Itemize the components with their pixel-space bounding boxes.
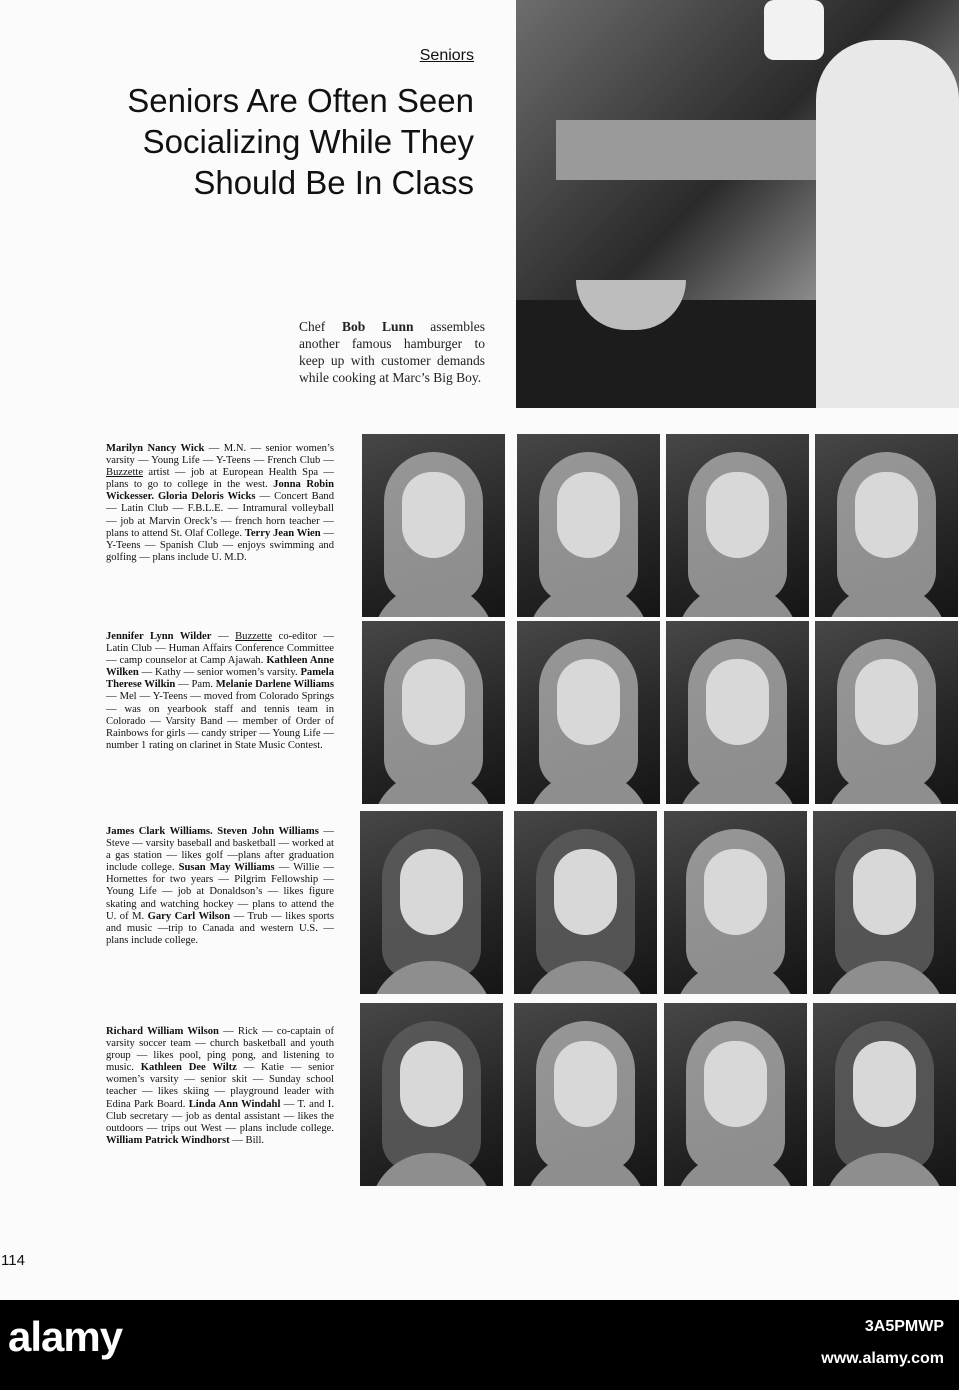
bio-publication: Buzzette: [106, 467, 144, 479]
brand-logo: alamy: [8, 1313, 123, 1360]
bio-text: — Steve — varsity baseball and basketball — worked at a gas station — likes golf —plans after graduation include college.: [106, 826, 334, 874]
portrait-r2-c2: [517, 621, 660, 804]
portrait-r3-c2: [514, 811, 657, 994]
bio-text: — Concert Band — Latin Club — F.B.L.E. — Intramural volleyball — job at Marvin Oreck’s — french horn teacher — plans to attend St. Olaf College.: [106, 491, 334, 539]
bio-paragraph-4: [106, 1026, 334, 1147]
chef-figure-shape: [816, 40, 959, 408]
portrait-r4-c2: [514, 1003, 657, 1186]
bio-text: co-editor — Latin Club — Human Affairs Conference Committee — camp counselor at Camp Ajawah.: [106, 631, 334, 667]
headline-line-1: Seniors Are Often Seen: [127, 82, 474, 119]
bio-text: — Willie — Hornettes for two years — Pilgrim Fellowship — Young Life — job at Donaldson’s — likes figure skating and watching hockey — plans to attend the U. of M.: [106, 862, 334, 922]
bio-name: Jennifer Lynn Wilder: [106, 631, 212, 642]
watermark-footer: [0, 1300, 959, 1390]
bio-paragraph-1: [106, 443, 334, 564]
bio-name: Marilyn Nancy Wick: [106, 443, 205, 454]
caption-prefix: Chef: [299, 319, 342, 334]
bio-name: Linda Ann Windahl: [188, 1098, 281, 1110]
portrait-r4-c1: [360, 1003, 503, 1186]
headline-line-3: Should Be In Class: [193, 164, 474, 201]
portrait-r2-c4: [815, 621, 958, 804]
bio-paragraph-2: [106, 631, 334, 752]
portrait-r1-c1: [362, 434, 505, 617]
photo-caption: [299, 318, 485, 386]
bio-text: — Mel — Y-Teens — moved from Colorado Springs — was on yearbook staff and tennis team in Colorado — Varsity Band — member of Order of Rainbows for girls — candy striper — Young Life — number 1 rating on clarinet in State Music Contest.: [106, 691, 334, 751]
chef-hat-shape: [764, 0, 824, 60]
portrait-r1-c4: [815, 434, 958, 617]
bio-name: Gary Carl Wilson: [147, 910, 231, 922]
bio-text: — Bill.: [229, 1134, 265, 1146]
bio-name: Kathleen Dee Wiltz: [140, 1062, 237, 1074]
bio-name: Pamela Therese Wilkin: [106, 667, 334, 691]
portrait-r3-c4: [813, 811, 956, 994]
bio-name: Susan May Williams: [178, 862, 275, 874]
bio-name: William Patrick Windhorst: [106, 1134, 230, 1146]
bio-text: — Trub — likes sports and music —trip to Canada and western U.S. — plans include college.: [106, 910, 334, 946]
portrait-r1-c2: [517, 434, 660, 617]
page-headline: [40, 80, 474, 203]
portrait-r2-c3: [666, 621, 809, 804]
portrait-r4-c3: [664, 1003, 807, 1186]
bio-text: — Y-Teens — Spanish Club — enjoys swimming and golfing — plans include U. M.D.: [106, 527, 334, 563]
bio-text: artist — job at European Health Spa — plans to go to college in the west.: [106, 467, 334, 491]
bio-text: — Katie — senior women’s varsity — senior skit — Sunday school teacher — likes skiing — playground leader with Edina Park Board.: [106, 1062, 334, 1110]
portrait-r3-c1: [360, 811, 503, 994]
bio-name: Melanie Darlene Williams: [215, 679, 334, 691]
caption-text: assembles another famous hamburger to keep up with customer demands while cooking at Marc’s Big Boy.: [299, 319, 485, 385]
portrait-r3-c3: [664, 811, 807, 994]
headline-line-2: Socializing While They: [142, 123, 474, 160]
bio-paragraph-3: [106, 826, 334, 947]
bio-text: —: [211, 631, 236, 642]
bio-text: — Pam.: [175, 679, 216, 691]
footer-url: www.alamy.com: [821, 1350, 944, 1367]
bio-text: — Rick — co-captain of varsity soccer team — church basketball and youth group — likes pool, ping pong, and listening to music.: [106, 1026, 334, 1074]
bio-name: Terry Jean Wien: [244, 527, 321, 539]
section-label: Seniors: [419, 47, 474, 64]
page-number: 114: [1, 1252, 25, 1269]
portrait-r4-c4: [813, 1003, 956, 1186]
bio-name: James Clark Williams. Steven John Williams: [106, 826, 319, 837]
bio-name: Richard William Wilson: [106, 1026, 219, 1037]
bio-text: — M.N. — senior women’s varsity — Young Life — Y-Teens — French Club —: [106, 443, 334, 467]
bio-name: Kathleen Anne Wilken: [106, 655, 334, 679]
caption-name: Bob Lunn: [341, 319, 414, 334]
portrait-r2-c1: [362, 621, 505, 804]
kitchen-hood-shape: [556, 120, 856, 180]
portrait-r1-c3: [666, 434, 809, 617]
bio-text: — Kathy — senior women’s varsity.: [138, 667, 301, 679]
bio-publication: Buzzette: [235, 631, 273, 642]
bio-name: Jonna Robin Wickesser. Gloria Deloris Wicks: [106, 479, 334, 503]
bio-text: — T. and I. Club secretary — job as dental assistant — likes the outdoors — trips out West — plans include college.: [106, 1098, 334, 1134]
image-id: 3A5PMWP: [864, 1318, 944, 1335]
chef-kitchen-photo: [516, 0, 959, 408]
